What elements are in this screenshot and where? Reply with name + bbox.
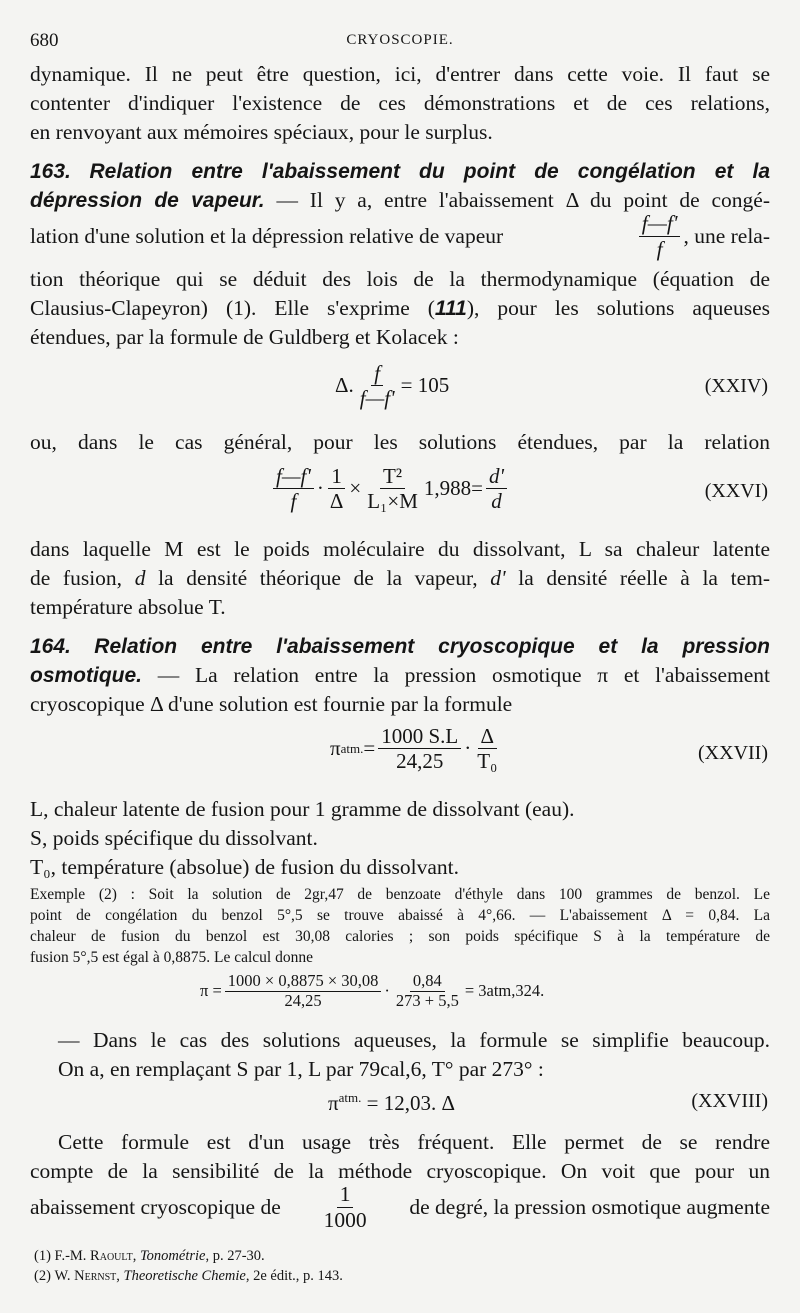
definition-line: S, poids spécifique du dissolvant. (30, 826, 318, 850)
body-line: de fusion, d la densité théorique de la vapeur, d' la densité réelle à la tem- (30, 566, 771, 590)
example-line: Exemple (2) : Soit la solution de 2gr,47 de benzoate d'éthyle dans 100 grammes de benzol. Le (30, 886, 770, 903)
definition-line: L, chaleur latente de fusion pour 1 gramme de dissolvant (eau). (30, 797, 575, 821)
example-line: fusion 5°,5 est égal à 0,8875. Le calcul donne (30, 949, 313, 966)
equation-xxvi: $\frac{f—f'}{f}$ · $\frac{1}{\Delta}$ × $\frac{\text{T²}}{\text{L₁×M}}$ 1,988= $\frac{d'}{d}$ (XXVI) (30, 460, 770, 530)
equation-label: (XXVII) (698, 742, 768, 764)
running-title: CRYOSCOPIE. (346, 32, 454, 48)
body-line: Clausius-Clapeyron) (1). Elle s'exprime (111), pour les solutions aqueuses (30, 296, 770, 320)
body-line: température absolue T. (30, 595, 226, 619)
body-line: compte de la sensibilité de la méthode cryoscopique. On voit que pour un (30, 1159, 770, 1183)
fraction: $\frac{f—f'}{f}$ (639, 211, 681, 261)
definition-line: T₀, température (absolue) de fusion du dissolvant. (30, 855, 460, 879)
equation-xxviii: $\pi^{atm.} = 12,03$. Δ (XXVIII) (328, 1090, 768, 1115)
body-line: dans laquelle M est le poids moléculaire du dissolvant, L sa chaleur latente (30, 537, 770, 561)
body-line: dynamique. Il ne peut être question, ici, d'entrer dans cette voie. Il faut se (30, 62, 770, 86)
section-164-heading: 164. Relation entre l'abaissement cryoscopique et la pression (30, 635, 771, 658)
equation-xxvii: π atm. = $\frac{1000 S.L}{24,25}$ · $\frac{\Delta}{\text{T₀}}$ (XXVII) (330, 724, 768, 774)
example-line: point de congélation du benzol 5°,5 se trouve abaissé à 4°,66. — L'abaissement Δ = 0,84. La (30, 907, 770, 924)
section-163-heading: 163. Relation entre l'abaissement du point de congélation et la (30, 160, 770, 183)
page-header (30, 28, 770, 56)
equation-label: (XXIV) (704, 375, 768, 397)
footnote: (1) F.-M. Raoult, Tonométrie, p. 27-30. (34, 1248, 265, 1264)
body-line: abaissement cryoscopique de $\frac{1}{1000}$ de degré, la pression osmotique augmente (30, 1181, 770, 1232)
body-line: tion théorique qui se déduit des lois de la thermodynamique (équation de (30, 267, 770, 291)
body-line: en renvoyant aux mémoires spéciaux, pour le surplus. (30, 120, 493, 144)
page-number: 680 (30, 30, 59, 51)
fraction: $\frac{1}{1000}$ (323, 1181, 367, 1232)
equation-label: (XXVI) (704, 480, 768, 502)
body-line: Cette formule est d'un usage très fréquent. Elle permet de se rendre (58, 1130, 770, 1154)
body-line: lation d'une solution et la dépression relative de vapeur $\frac{f—f'}{f}$ , une rela- (30, 210, 770, 261)
equation-reference: 111 (434, 297, 467, 320)
body-line: étendues, par la formule de Guldberg et Kolacek : (30, 325, 459, 349)
footnote: (2) W. Nernst, Theoretische Chemie, 2e édit., p. 143. (34, 1268, 343, 1284)
body-line: On a, en remplaçant S par 1, L par 79cal,6, T° par 273° : (58, 1057, 544, 1081)
body-line: osmotique. — La relation entre la pression osmotique π et l'abaissement (30, 663, 770, 687)
example-equation: π = $\frac{1000 \times 0,8875 \times 30,08}{24,25}$ · $\frac{0,84}{273 + 5,5}$ = 3atm,324. (200, 971, 545, 1010)
body-line: ou, dans le cas général, pour les solutions étendues, par la relation (30, 430, 770, 454)
equation-label: (XXVIII) (691, 1090, 768, 1112)
body-line: dépression de vapeur. — Il y a, entre l'abaissement Δ du point de congé- (30, 188, 770, 212)
equation-xxiv: Δ. $\frac{f}{f—f'}$ = 105 (XXIV) (335, 361, 768, 411)
body-line: cryoscopique Δ d'une solution est fournie par la formule (30, 692, 513, 716)
body-line: — Dans le cas des solutions aqueuses, la formule se simplifie beaucoup. (58, 1028, 770, 1052)
body-line: contenter d'indiquer l'existence de ces démonstrations et de ces relations, (30, 91, 770, 115)
example-line: chaleur de fusion du benzol est 30,08 calories ; son poids spécifique S à la température de (30, 928, 770, 945)
book-page (30, 0, 770, 1313)
